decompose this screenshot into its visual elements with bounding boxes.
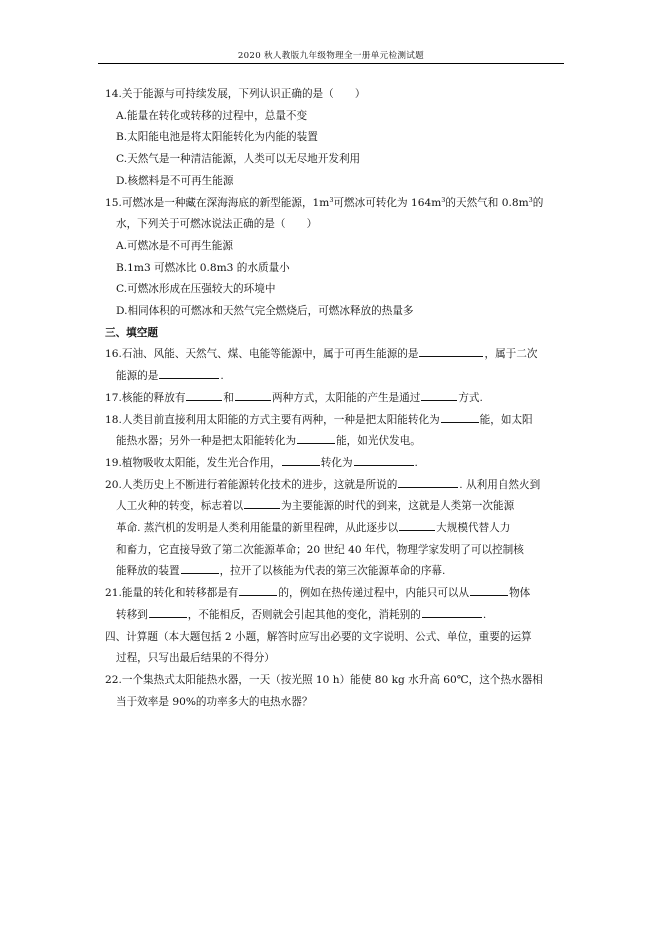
q19-text: 19.植物吸收太阳能，发生光合作用，	[105, 456, 281, 469]
q21-text: 物体	[509, 587, 531, 600]
q18-text: 18.人类目前直接利用太阳能的方式主要有两种，一种是把太阳能转化为	[105, 413, 440, 426]
q18-text: 能，如光伏发电。	[336, 435, 421, 448]
q15-stem-part: 可燃冰可转化为 164m	[333, 196, 442, 209]
answer-blank[interactable]	[149, 605, 187, 618]
answer-blank[interactable]	[398, 475, 458, 488]
question-14-stem: 14.关于能源与可持续发展，下列认识正确的是（ ）	[105, 88, 366, 100]
question-20-line3	[105, 518, 569, 540]
answer-blank[interactable]	[186, 388, 222, 401]
question-20-line5	[105, 561, 569, 583]
answer-blank[interactable]	[422, 605, 482, 618]
question-14-option-c: C.天然气是一种清洁能源，人类可以无尽地开发利用	[116, 153, 361, 166]
q20-text: 人工火种的转变，标志着以	[116, 500, 244, 513]
section-4-title-line2: 过程，只写出最后结果的不得分）	[116, 652, 275, 665]
question-16-line2	[105, 366, 569, 388]
question-22-line1: 22.一个集热式太阳能热水器，一天（按光照 10 h）能使 80 kg 水升高 60℃，这个热水器相	[105, 673, 543, 686]
q20-text: 能释放的装置	[116, 565, 180, 578]
q15-stem-part: 的天然气和 0.8m	[445, 196, 529, 209]
question-19	[105, 453, 569, 475]
q15-stem-part: 15.可燃冰是一种藏在深海海底的新型能源，1m	[105, 196, 330, 209]
question-16-line1	[105, 344, 569, 366]
question-15-stem	[105, 193, 569, 215]
answer-blank[interactable]	[441, 410, 479, 423]
answer-blank[interactable]	[399, 518, 435, 531]
section-4-title: 四、计算题（本大题包括 2 小题，解答时应写出必要的文字说明、公式、单位，重要的运算	[105, 630, 532, 643]
answer-blank[interactable]	[354, 453, 414, 466]
question-22-line2: 当于效率是 90%的功率多大的电热水器？	[116, 695, 313, 708]
answer-blank[interactable]	[297, 431, 335, 444]
q16-text: ，属于二次	[484, 348, 538, 361]
q20-text: 革命. 蒸汽机的发明是人类利用能量的新里程碑，从此逐步以	[116, 522, 399, 535]
q17-text: 两种方式，太阳能的产生是通过	[272, 391, 421, 404]
question-14-option-d: D.核燃料是不可再生能源	[116, 174, 234, 187]
section-3-title: 三、填空题	[105, 326, 158, 339]
q16-text: 能源的是	[116, 370, 159, 383]
question-14-option-b: B.太阳能电池是将太阳能转化为内能的装置	[116, 131, 318, 144]
q19-text: 转化为	[320, 456, 353, 469]
question-15-option-b: B.1m3 可燃冰比 0.8m3 的水质量小	[116, 261, 290, 274]
q19-text: .	[414, 456, 418, 469]
question-20-line1	[105, 475, 569, 497]
question-20-line2	[105, 496, 569, 518]
question-15-option-d: D.相同体积的可燃冰和天然气完全燃烧后，可燃冰释放的热量多	[116, 305, 414, 318]
superscript: 3	[329, 195, 334, 204]
question-15-option-c: C.可燃冰形成在压强较大的环境中	[116, 283, 276, 296]
superscript: 3	[528, 195, 533, 204]
q16-text: 16.石油、风能、天然气、煤、电能等能源中，属于可再生能源的是	[105, 348, 419, 361]
answer-blank[interactable]	[244, 496, 280, 509]
q20-text: 大规模代替人力	[436, 522, 511, 535]
q18-text: 能，如太阳	[479, 413, 533, 426]
q18-text: 能热水器；另外一种是把太阳能转化为	[116, 435, 297, 448]
exam-content	[105, 84, 569, 713]
question-15-option-a: A.可燃冰是不可再生能源	[116, 239, 233, 252]
question-18-line2	[105, 431, 569, 453]
question-15-stem-line2: 水，下列关于可燃冰说法正确的是（ ）	[116, 218, 318, 231]
q17-text: 17.核能的释放有	[105, 391, 186, 404]
q17-text: 和	[223, 391, 235, 404]
page-header: 2020 秋人教版九年级物理全一册单元检测试题	[237, 51, 425, 61]
q21-text: ，不能相反，否则就会引起其他的变化，消耗别的	[187, 608, 421, 621]
answer-blank[interactable]	[419, 344, 483, 357]
question-21-line1	[105, 583, 569, 605]
answer-blank[interactable]	[282, 453, 320, 466]
q21-text: 21.能量的转化和转移都是有	[105, 587, 239, 600]
q20-text: 为主要能源的时代的到来，这就是人类第一次能源	[281, 500, 515, 513]
q16-text: .	[220, 370, 224, 383]
q17-text: 方式.	[458, 391, 483, 404]
answer-blank[interactable]	[470, 583, 508, 596]
question-17	[105, 388, 569, 410]
question-18-line1	[105, 410, 569, 432]
answer-blank[interactable]	[235, 388, 271, 401]
header-rule	[98, 63, 564, 64]
q15-stem-part: 的	[532, 196, 544, 209]
superscript: 3	[441, 195, 446, 204]
answer-blank[interactable]	[159, 366, 219, 379]
answer-blank[interactable]	[181, 561, 219, 574]
answer-blank[interactable]	[421, 388, 457, 401]
q20-text: . 从利用自然火到	[459, 478, 541, 491]
q21-text: 的，例如在热传递过程中，内能只可以从	[278, 587, 470, 600]
q21-text: .	[482, 608, 487, 621]
q20-text: 20.人类历史上不断进行着能源转化技术的进步，这就是所说的	[105, 478, 398, 491]
question-14-option-a: A.能量在转化或转移的过程中，总量不变	[116, 109, 308, 122]
q20-text: ，拉开了以核能为代表的第三次能源革命的序幕.	[219, 565, 446, 578]
question-21-line2	[105, 605, 569, 627]
question-20-line4: 和畜力，它直接导致了第二次能源革命；20 世纪 40 年代，物理学家发明了可以控制核	[116, 543, 524, 556]
answer-blank[interactable]	[239, 583, 277, 596]
q21-text: 转移到	[116, 608, 148, 621]
